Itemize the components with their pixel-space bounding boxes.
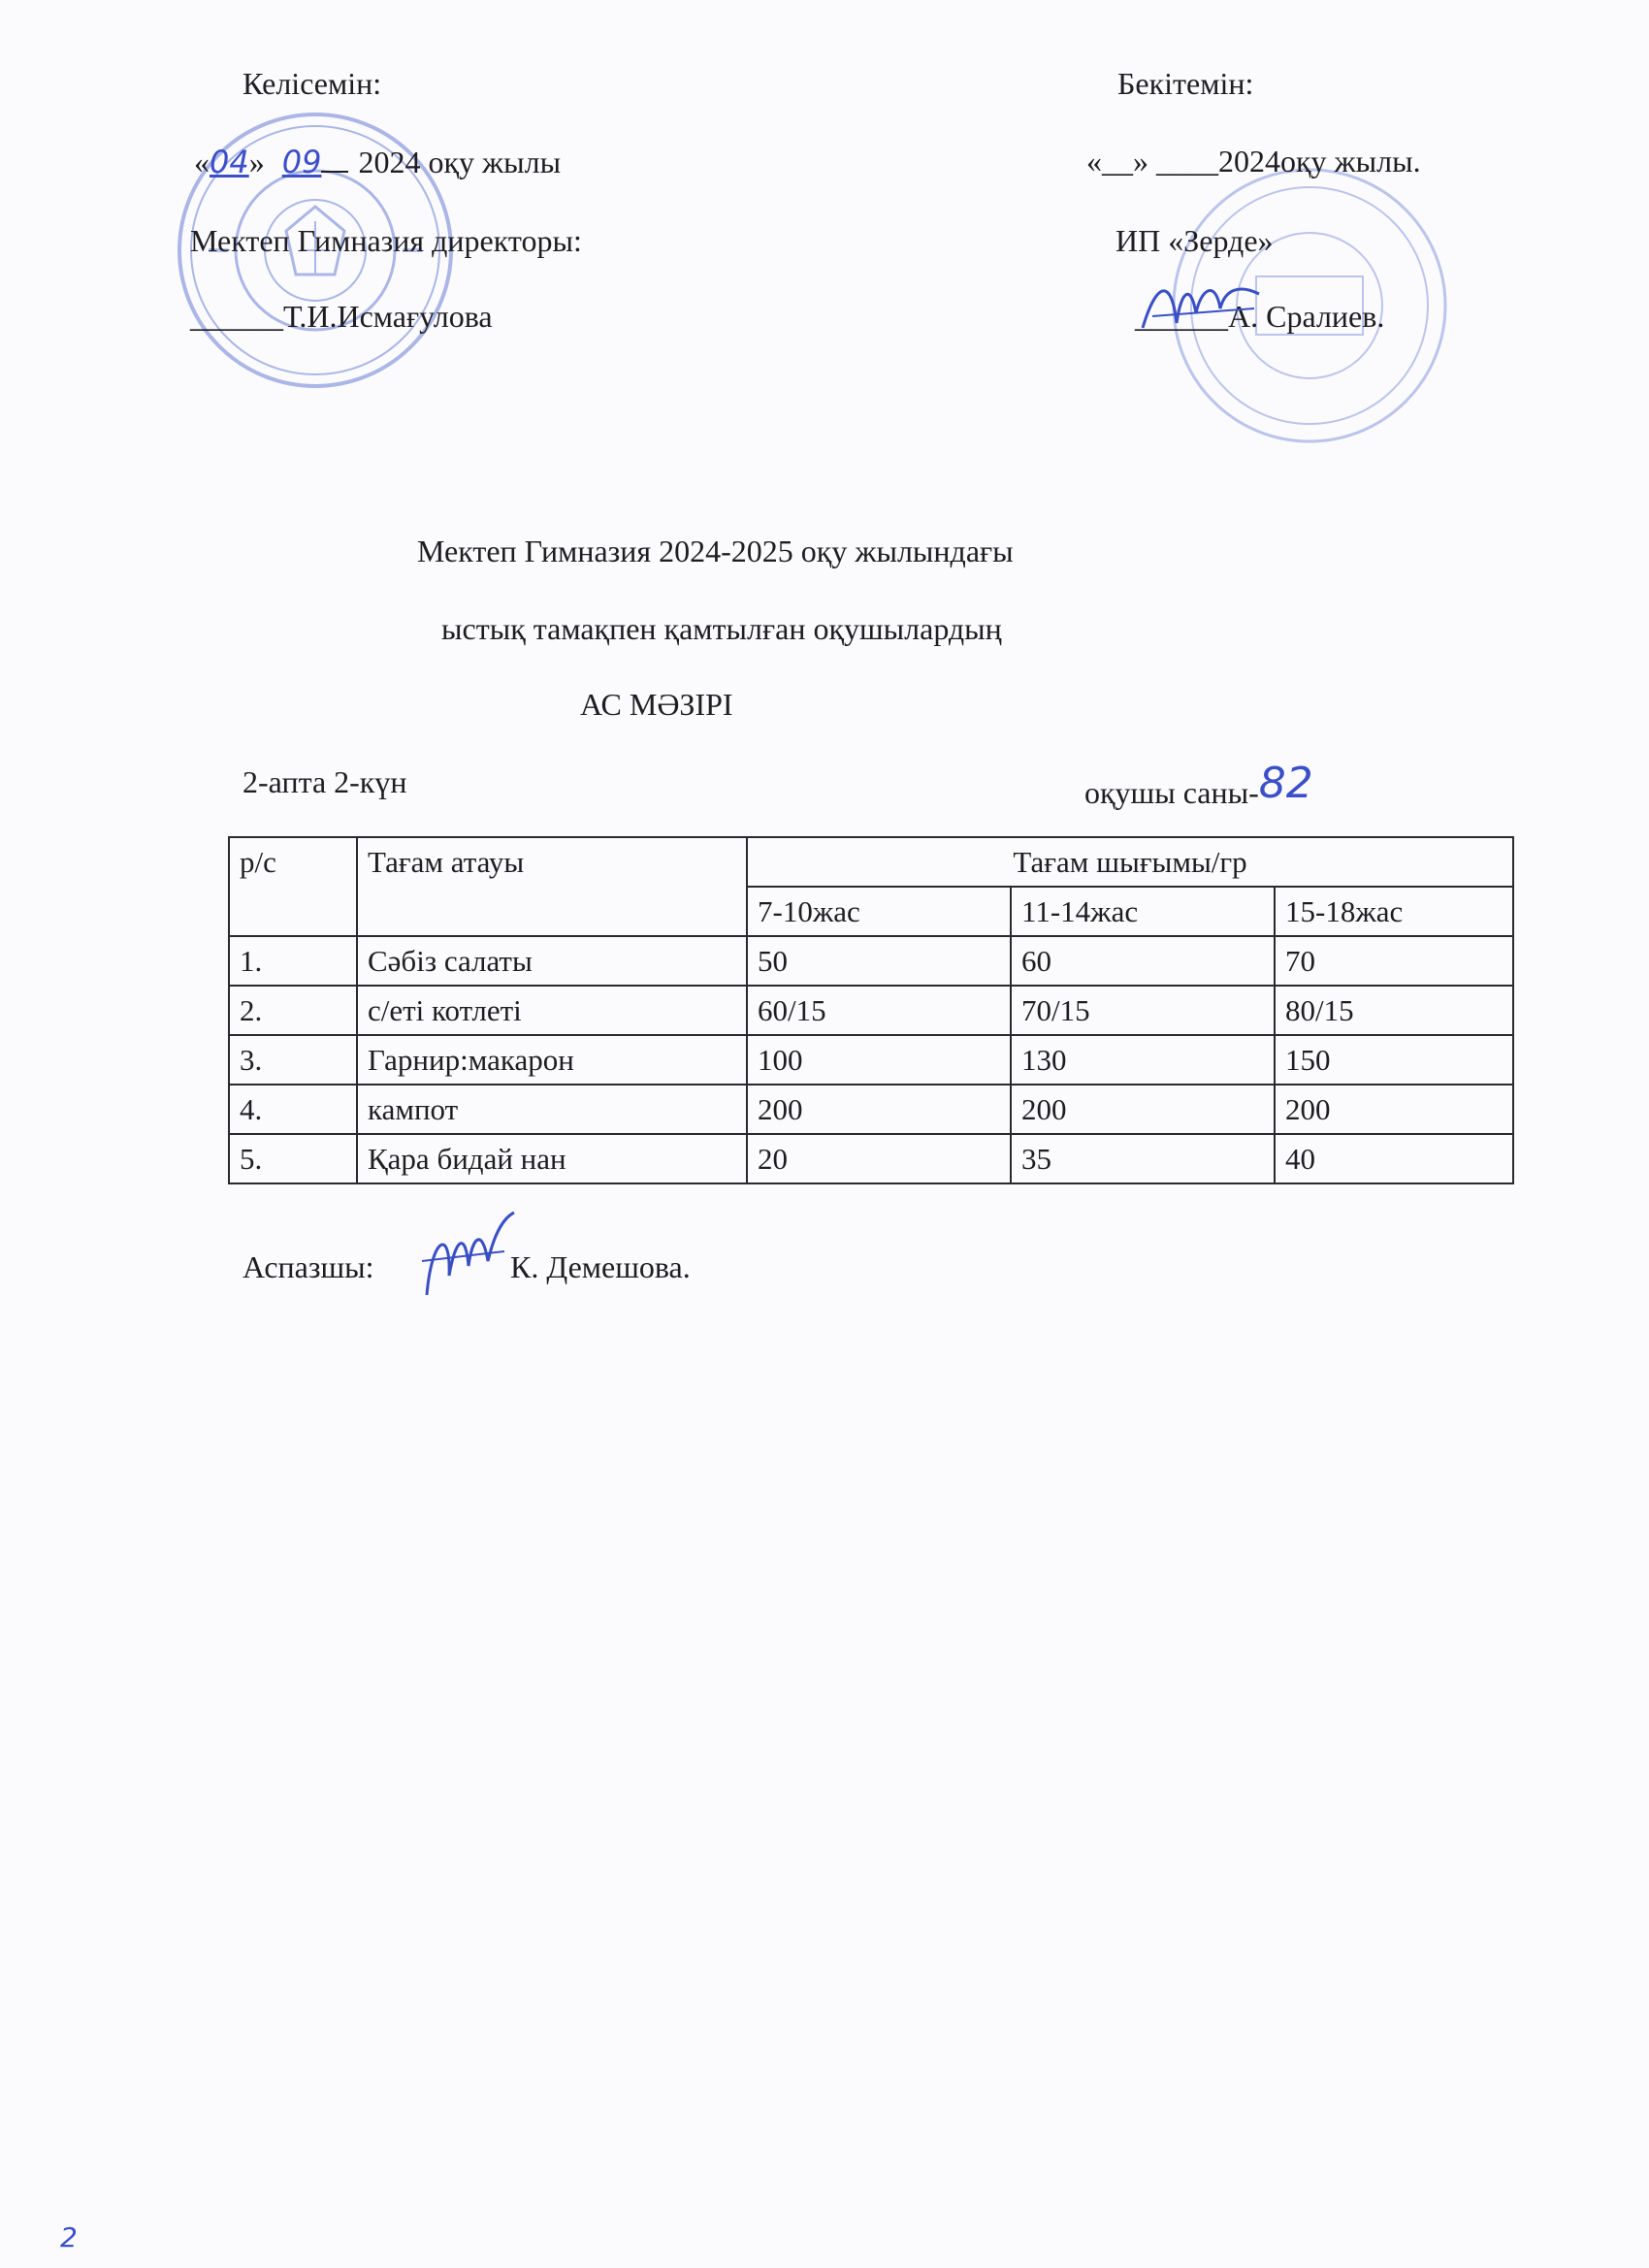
date-close-quote: » — [248, 145, 265, 179]
row-age-15-18: 200 — [1275, 1085, 1513, 1134]
row-dish-name: Гарнир:макарон — [357, 1035, 747, 1085]
table-row — [229, 936, 1513, 986]
header-age-7-10: 7-10жас — [747, 887, 1011, 936]
approver-name-line: ______ — [1135, 299, 1228, 334]
row-age-11-14: 130 — [1011, 1035, 1275, 1085]
header-dish-name: Тағам атауы — [357, 837, 747, 936]
approve-date: «__» ____2024оқу жылы. — [1086, 144, 1421, 178]
director-name-line: ______ — [190, 299, 283, 334]
approve-label: Бекітемін: — [1117, 66, 1254, 101]
title-line-1: Мектеп Гимназия 2024-2025 оқу жылындағы — [417, 534, 1014, 568]
director-name: Т.И.Исмағулова — [283, 299, 493, 334]
row-age-15-18: 70 — [1275, 936, 1513, 986]
header-age-15-18: 15-18жас — [1275, 887, 1513, 936]
table-header-row — [229, 837, 1513, 887]
row-age-7-10: 100 — [747, 1035, 1011, 1085]
agree-label: Келісемін: — [242, 66, 382, 101]
row-age-15-18: 40 — [1275, 1134, 1513, 1183]
title-line-2: ыстық тамақпен қамтылған оқушылардың — [441, 611, 1002, 646]
row-dish-name: кампот — [357, 1085, 747, 1134]
students-label: оқушы саны- — [1084, 775, 1259, 810]
cook-name: К. Демешова. — [510, 1249, 691, 1284]
approve-org: ИП «Зерде» — [1116, 223, 1274, 258]
header-num: р/с — [229, 837, 357, 936]
director-signature-line — [190, 299, 493, 335]
row-num: 1. — [229, 936, 357, 986]
row-dish-name: Қара бидай нан — [357, 1134, 747, 1183]
week-day: 2-апта 2-күн — [242, 764, 407, 799]
row-age-7-10: 60/15 — [747, 986, 1011, 1035]
row-dish-name: с/еті котлеті — [357, 986, 747, 1035]
row-num: 3. — [229, 1035, 357, 1085]
row-age-7-10: 20 — [747, 1134, 1011, 1183]
agree-year-text: 2024 оқу жылы — [358, 145, 562, 179]
table-row — [229, 1085, 1513, 1134]
handwritten-day: 04 — [210, 144, 249, 180]
row-age-15-18: 80/15 — [1275, 986, 1513, 1035]
cook-label: Аспазшы: — [242, 1249, 374, 1284]
row-num: 5. — [229, 1134, 357, 1183]
students-count-line — [1084, 759, 1313, 814]
menu-table — [228, 836, 1514, 1184]
row-num: 4. — [229, 1085, 357, 1134]
date-open-quote: « — [194, 145, 210, 179]
row-age-15-18: 150 — [1275, 1035, 1513, 1085]
row-age-11-14: 200 — [1011, 1085, 1275, 1134]
row-age-7-10: 200 — [747, 1085, 1011, 1134]
page-mark: 2 — [60, 2221, 78, 2253]
approver-signature — [1133, 270, 1269, 347]
header-output: Тағам шығымы/гр — [747, 837, 1513, 887]
row-age-11-14: 70/15 — [1011, 986, 1275, 1035]
header-age-11-14: 11-14жас — [1011, 887, 1275, 936]
row-dish-name: Сәбіз салаты — [357, 936, 747, 986]
table-row — [229, 986, 1513, 1035]
handwritten-students-count: 82 — [1258, 759, 1313, 808]
row-age-7-10: 50 — [747, 936, 1011, 986]
row-age-11-14: 60 — [1011, 936, 1275, 986]
title-line-3: АС МӘЗІРІ — [580, 687, 733, 722]
table-row — [229, 1035, 1513, 1085]
agree-date — [194, 144, 561, 180]
director-position: Мектеп Гимназия директоры: — [190, 223, 582, 258]
table-row — [229, 1134, 1513, 1183]
row-age-11-14: 35 — [1011, 1134, 1275, 1183]
handwritten-month: 09 — [281, 144, 322, 180]
row-num: 2. — [229, 986, 357, 1035]
approver-name: А. Сралиев. — [1228, 299, 1385, 334]
